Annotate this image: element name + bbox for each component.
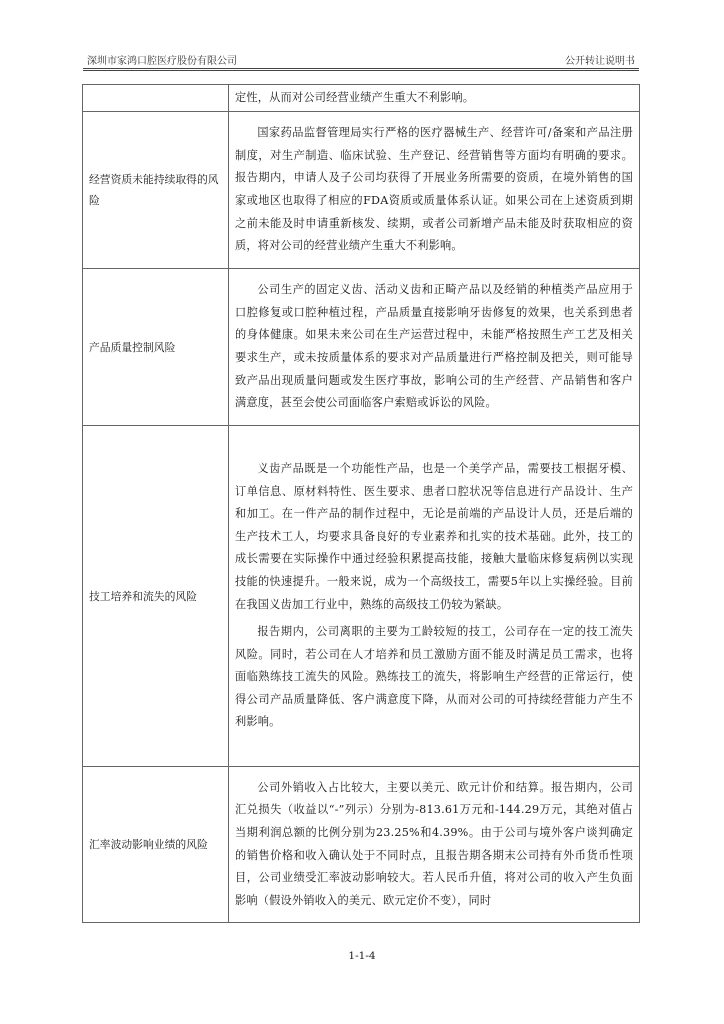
table-row xyxy=(83,112,640,269)
risk-name-cell xyxy=(83,269,229,426)
table-row xyxy=(83,269,640,426)
risk-description-paragraph: 义齿产品既是一个功能性产品，也是一个美学产品，需要技工根据牙模、订单信息、原材料特性、医生要求、患者口腔状况等信息进行产品设计、生产和加工。在一件产品的制作过程中，无论是前端的产品设计人员，还是后端的生产技术工人，均要求具备良好的专业素养和扎实的技术基础。此外，技工的成长需要在实际操作中通过经验积累提高技能，接触大量临床修复病例以实现技能的快速提升。一般来说，成为一个高级技工，需要5年以上实操经验。目前在我国义齿加工行业中，熟练的高级技工仍较为紧缺。 xyxy=(235,461,633,611)
risk-name-cell xyxy=(83,426,229,767)
header-rule-top xyxy=(83,68,639,69)
risk-name: 产品质量控制风险 xyxy=(89,340,176,354)
risk-description-cell xyxy=(229,767,640,923)
risk-description-cell xyxy=(229,269,640,426)
risk-name-cell xyxy=(83,112,229,269)
table-row xyxy=(83,426,640,767)
risk-description-paragraph: 公司外销收入占比较大，主要以美元、欧元计价和结算。报告期内，公司汇兑损失（收益以“-”列示）分别为-813.61万元和-144.29万元，其绝对值占当期利润总额的比例分别为23.25%和4.39%。由于公司与境外客户谈判确定的销售价格和收入确认处于不同时点，且报告期各期末公司持有外币货币性项目，公司业绩受汇率波动影响较大。若人民币升值，将对公司的收入产生负面影响（假设外销收入的美元、欧元定价不变），同时 xyxy=(235,780,633,907)
risk-description-paragraph: 定性，从而对公司经营业绩产生重大不利影响。 xyxy=(235,90,475,104)
risk-description-cell xyxy=(229,112,640,269)
table-row xyxy=(83,85,640,112)
risk-factor-table xyxy=(82,84,640,923)
page-header xyxy=(83,48,639,68)
risk-description-cell xyxy=(229,85,640,112)
risk-name: 经营资质未能持续取得的风险 xyxy=(89,173,219,207)
risk-name-cell xyxy=(83,85,229,112)
table-row xyxy=(83,767,640,923)
risk-name: 技工培养和流失的风险 xyxy=(89,589,197,603)
risk-name: 汇率波动影响业绩的风险 xyxy=(89,838,208,851)
risk-name-cell xyxy=(83,767,229,923)
header-company-name: 深圳市家鸿口腔医疗股份有限公司 xyxy=(87,56,237,67)
header-rule-bottom xyxy=(83,70,639,71)
risk-description-cell xyxy=(229,426,640,767)
header-document-title: 公开转让说明书 xyxy=(565,56,635,67)
page-number: 1-1-4 xyxy=(348,950,376,962)
risk-description-paragraph: 国家药品监督管理局实行严格的医疗器械生产、经营许可/备案和产品注册制度，对生产制造、临床试验、生产登记、经营销售等方面均有明确的要求。报告期内，申请人及子公司均获得了开展业务所需要的资质，在境外销售的国家或地区也取得了相应的FDA资质或质量体系认证。如果公司在上述资质到期之前未能及时申请重新核发、续期，或者公司新增产品未能及时获取相应的资质，将对公司的经营业绩产生重大不利影响。 xyxy=(235,126,633,253)
risk-description-paragraph: 报告期内，公司离职的主要为工龄较短的技工，公司存在一定的技工流失风险。同时，若公司在人才培养和员工激励方面不能及时满足员工需求，也将面临熟练技工流失的风险。熟练技工的流失，将影响生产经营的正常运行，使得公司产品质量降低、客户满意度下降，从而对公司的可持续经营能力产生不利影响。 xyxy=(235,625,633,729)
risk-description-paragraph: 公司生产的固定义齿、活动义齿和正畸产品以及经销的种植类产品应用于口腔修复或口腔种植过程，产品质量直接影响牙齿修复的效果，也关系到患者的身体健康。如果未来公司在生产运营过程中，未能严格按照生产工艺及相关要求生产，或未按质量体系的要求对产品质量进行严格控制及把关，则可能导致产品出现质量问题或发生医疗事故，影响公司的生产经营、产品销售和客户满意度，甚至会使公司面临客户索赔或诉讼的风险。 xyxy=(235,283,633,410)
